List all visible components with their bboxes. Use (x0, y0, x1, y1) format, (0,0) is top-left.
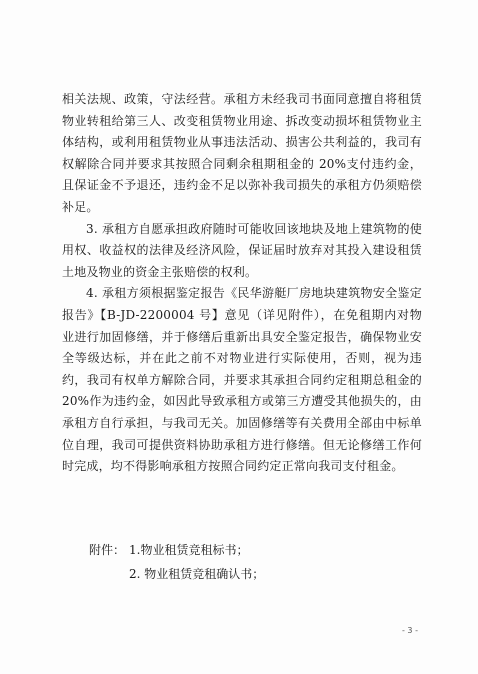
paragraph-clause-4: 4. 承租方须根据鉴定报告《民华游艇厂房地块建筑物安全鉴定报告》【B-JD-2200004 号】意见（详见附件），在免租期内对物业进行加固修缮，并于修缮后重新出具安全鉴定报告，确保物业安全等级达标，并在此之前不对物业进行实际使用，否则，视为违约，我司有权单方解除合同，并要求其承担合同约定租期总租金的 20%作为违约金，如因此导致承租方或第三方遭受其他损失的，由承租方自行承担，与我司无关。加固修缮等有关费用全部由中标单位自理，我司可提供资料协助承租方进行修缮。但无论修缮工作何时完成，均不得影响承租方按照合同约定正常向我司支付租金。 (62, 286, 422, 474)
page-number: - 3 - (402, 626, 418, 635)
document-body (62, 89, 422, 478)
attachment-row-2 (89, 562, 264, 586)
paragraph-continuation: 相关法规、政策，守法经营。承租方未经我司书面同意擅自将租赁物业转租给第三人、改变租赁物业用途、拆改变动损坏租赁物业主体结构，或利用租赁物业从事违法活动、损害公共利益的，我司有权解除合同并要求其按照合同剩余租期租金的 20%支付违约金，且保证金不予退还，违约金不足以弥补我司损失的承租方仍须赔偿补足。 (62, 92, 422, 214)
attachments-label: 附件： (89, 543, 126, 557)
attachment-item-2: 2. 物业租赁竞租确认书； (129, 567, 265, 581)
attachment-row-1 (89, 538, 264, 562)
attachment-item-1: 1.物业租赁竞租标书； (129, 543, 249, 557)
attachments-section (89, 538, 264, 586)
paragraph-clause-3: 3. 承租方自愿承担政府随时可能收回该地块及地上建筑物的使用权、收益权的法律及经济风险，保证届时放弃对其投入建设租赁土地及物业的资金主张赔偿的权利。 (62, 221, 422, 279)
